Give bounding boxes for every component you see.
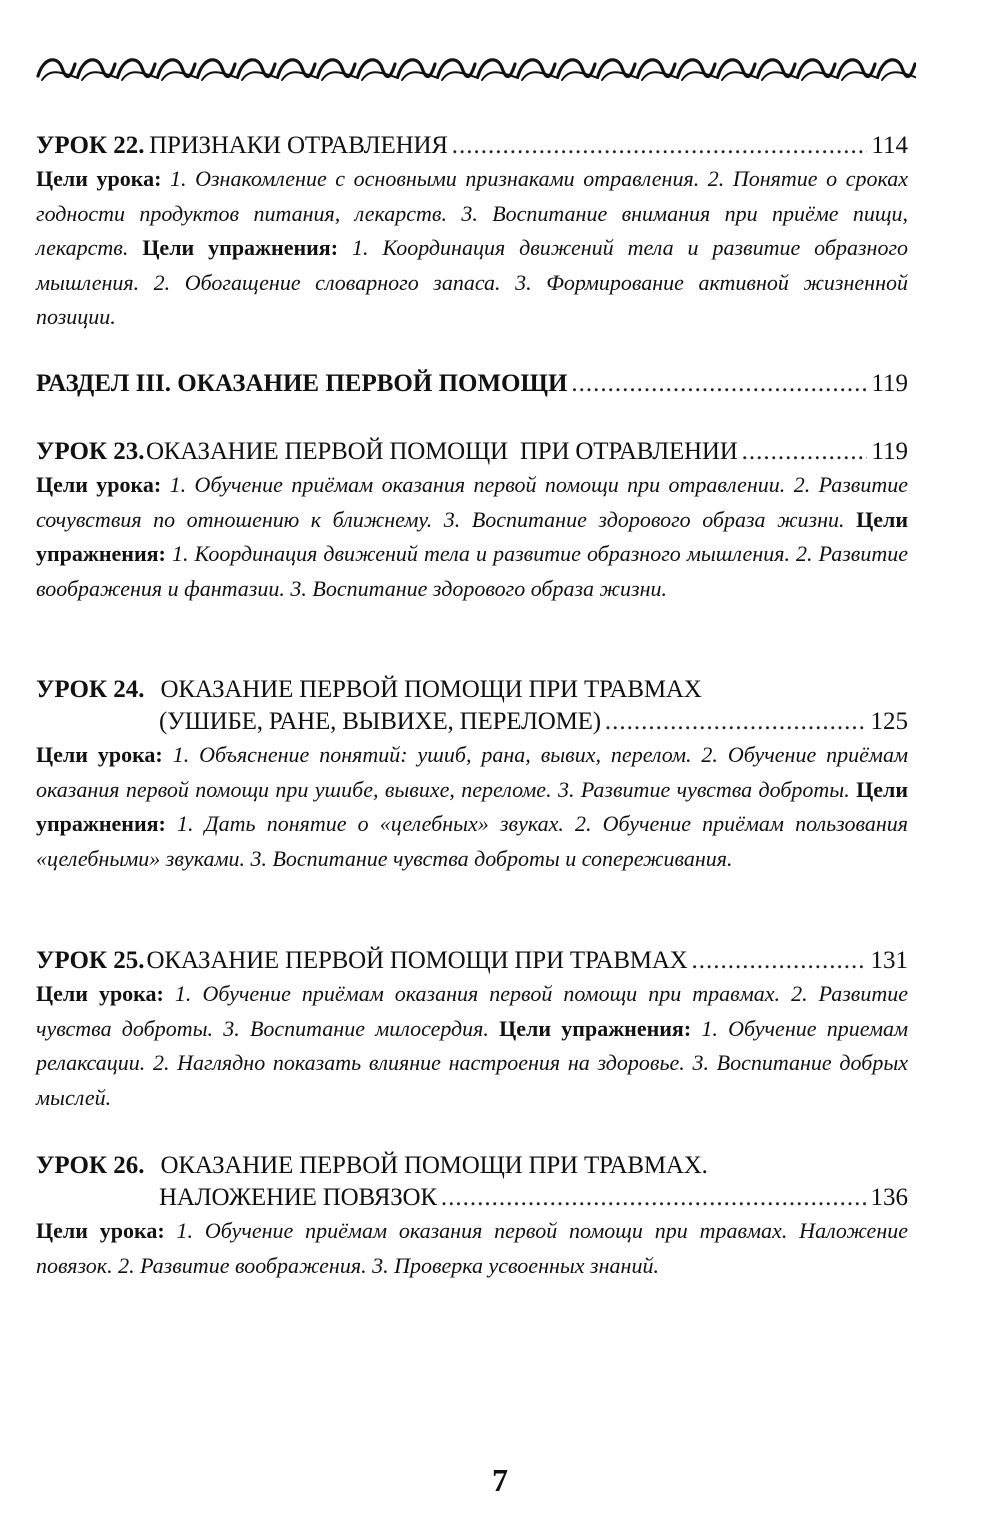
- exercise-goals-label: Цели упражнения:: [499, 1015, 692, 1041]
- dot-leader: [452, 130, 868, 162]
- toc-heading: [36, 1150, 908, 1182]
- wave-segment: [398, 60, 435, 77]
- lesson-label: УРОК 24.: [36, 676, 145, 703]
- lesson-goals: [36, 162, 908, 335]
- lesson-title-line-2: (УШИБЕ, РАНЕ, ВЫВИХЕ, ПЕРЕЛОМЕ): [159, 708, 601, 735]
- wave-segment: [838, 60, 875, 77]
- lesson-label: УРОК 23.: [36, 438, 145, 465]
- toc-entry-lesson-23: [36, 436, 908, 606]
- section-label: РАЗДЕЛ III. ОКАЗАНИЕ ПЕРВОЙ ПОМОЩИ: [36, 370, 568, 397]
- dot-leader: [742, 436, 868, 468]
- dot-leader: [571, 368, 867, 400]
- page-ref: 114: [871, 132, 908, 159]
- wave-segment: [758, 60, 795, 77]
- toc-heading: [36, 945, 908, 977]
- goals-label: Цели урока:: [36, 472, 162, 497]
- lesson-title: ПРИЗНАКИ ОТРАВЛЕНИЯ: [149, 132, 448, 159]
- toc-entry-lesson-26: [36, 1150, 908, 1283]
- lesson-label: УРОК 25.: [36, 947, 145, 974]
- lesson-label: УРОК 26.: [36, 1152, 145, 1179]
- toc-entry-lesson-24: [36, 674, 908, 876]
- goals-label: Цели урока:: [36, 1218, 165, 1243]
- wave-segment: [358, 60, 395, 77]
- exercise-goals-label: Цели упражнения:: [36, 506, 909, 566]
- page-ref: 125: [870, 708, 908, 735]
- wave-segment: [118, 60, 155, 77]
- goals-label: Цели урока:: [36, 981, 164, 1006]
- toc-entry-section-3: [36, 368, 908, 400]
- lesson-title: ОКАЗАНИЕ ПЕРВОЙ ПОМОЩИ ПРИ ТРАВМАХ.: [160, 1152, 708, 1179]
- exercise-goals-text: 1. Координация движений тела и развитие образного мышления. 2. Развитие воображения и фантазии. 3. Воспитание здорового образа жизни.: [36, 541, 908, 601]
- lesson-title: ОКАЗАНИЕ ПЕРВОЙ ПОМОЩИ ПРИ ТРАВМАХ: [160, 676, 702, 703]
- wave-segment: [198, 60, 235, 77]
- wave-segment: [518, 60, 555, 77]
- page-ref: 119: [871, 370, 908, 397]
- toc-heading: [36, 436, 908, 468]
- wave-segment: [158, 60, 195, 77]
- wave-segment: [718, 60, 755, 77]
- toc-heading: [36, 368, 908, 400]
- wave-segment: [678, 60, 715, 77]
- wave-segment: [278, 60, 315, 77]
- goals-text: 1. Обучение приёмам оказания первой помощи при травмах. 2. Развитие чувства доброты. 3. Воспитание милосердия.: [36, 981, 909, 1041]
- wave-segment: [478, 60, 515, 77]
- lesson-goals: [36, 977, 908, 1115]
- toc-entry-lesson-22: [36, 130, 908, 335]
- goals-text: 1. Обучение приёмам оказания первой помощи при отравлении. 2. Развитие сочувствия по отношению к ближнему. 3. Воспитание здорового образа жизни.: [36, 472, 909, 532]
- wave-segment: [558, 60, 595, 77]
- lesson-title-line-2: НАЛОЖЕНИЕ ПОВЯЗОК: [159, 1184, 437, 1211]
- goals-text: 1. Ознакомление с основными признаками отравления. 2. Понятие о сроках годности продуктов питания, лекарств. 3. Воспитание внимания при приёме пищи, лекарств.: [36, 166, 909, 260]
- wave-segment: [638, 60, 675, 77]
- dot-leader: [605, 706, 867, 738]
- page-ref: 119: [871, 438, 908, 465]
- wave-segment: [78, 60, 115, 77]
- dot-leader: [692, 945, 867, 977]
- toc-heading: [36, 674, 908, 706]
- lesson-goals: [36, 738, 908, 876]
- toc-heading-continued: [36, 706, 908, 738]
- page-number: 7: [492, 1462, 508, 1498]
- lesson-label: УРОК 22.: [36, 132, 145, 159]
- wave-segment: [238, 60, 275, 77]
- wave-segment: [38, 60, 75, 77]
- exercise-goals-label: Цели упражнения:: [36, 776, 908, 836]
- toc-heading-continued: [36, 1182, 908, 1214]
- toc-heading: [36, 130, 908, 162]
- exercise-goals-label: Цели упражнения:: [142, 235, 339, 260]
- goals-label: Цели урока:: [36, 742, 163, 767]
- wave-border-ornament: [36, 48, 916, 88]
- page-ref: 131: [870, 947, 908, 974]
- wave-segment: [318, 60, 355, 77]
- page-ref: 136: [870, 1184, 908, 1211]
- wave-segment: [798, 60, 835, 77]
- exercise-goals-text: 1. Дать понятие о «целебных» звуках. 2. Обучение приёмам пользования «целебными» звуками. 3. Воспитание чувства доброты и сопереживания.: [36, 811, 908, 871]
- wave-segment: [438, 60, 475, 77]
- goals-text: 1. Обучение приёмам оказания первой помощи при травмах. Наложение повязок. 2. Развитие воображения. 3. Проверка усвоенных знаний.: [36, 1218, 909, 1278]
- toc-entry-lesson-25: [36, 945, 908, 1115]
- wave-segment: [598, 60, 635, 77]
- exercise-goals-text: 1. Обучение приемам релаксации. 2. Наглядно показать влияние настроения на здоровье. 3. Воспитание добрых мыслей.: [36, 1015, 909, 1110]
- dot-leader: [441, 1182, 867, 1214]
- lesson-title: ОКАЗАНИЕ ПЕРВОЙ ПОМОЩИ ПРИ ОТРАВЛЕНИИ: [145, 438, 738, 465]
- lesson-goals: [36, 468, 908, 606]
- wave-segment: [878, 60, 915, 77]
- exercise-goals-text: 1. Координация движений тела и развитие образного мышления. 2. Обогащение словарного запаса. 3. Формирование активной жизненной позиции.: [36, 235, 909, 329]
- goals-label: Цели урока:: [36, 166, 162, 191]
- lesson-title: ОКАЗАНИЕ ПЕРВОЙ ПОМОЩИ ПРИ ТРАВМАХ: [146, 947, 688, 974]
- lesson-goals: [36, 1214, 908, 1283]
- goals-text: 1. Объяснение понятий: ушиб, рана, вывих, перелом. 2. Обучение приёмам оказания первой помощи при ушибе, вывихе, переломе. 3. Развитие чувства доброты.: [36, 742, 908, 802]
